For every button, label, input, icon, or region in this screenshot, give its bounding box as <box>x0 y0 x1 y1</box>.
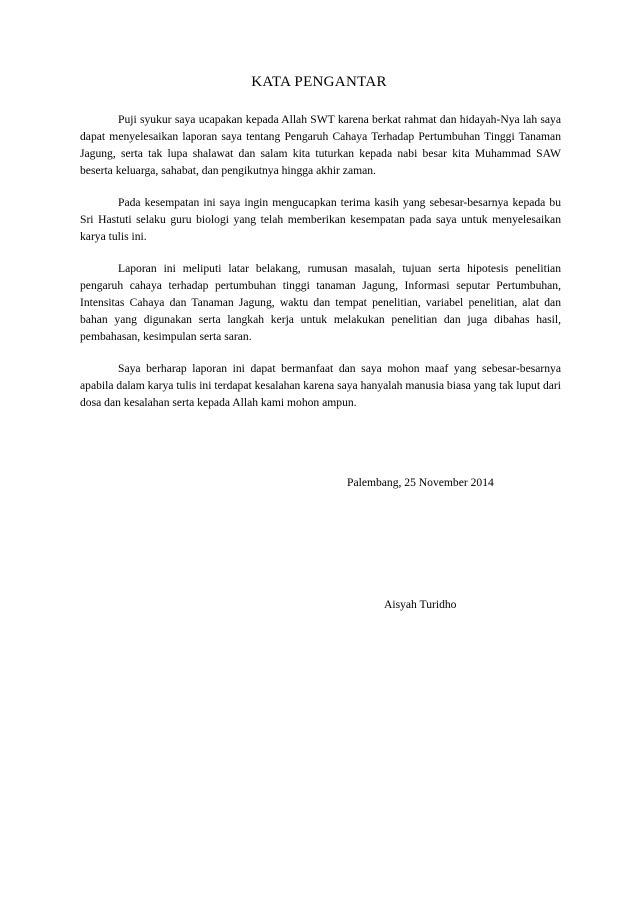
body-text <box>80 111 561 426</box>
paragraph-1: Puji syukur saya ucapakan kepada Allah SWT karena berkat rahmat dan hidayah-Nya lah saya dapat menyelesaikan laporan saya tentang Pengaruh Cahaya Terhadap Pertumbuhan Tinggi Tanaman Jagung, serta tak lupa shalawat dan salam kita tuturkan kepada nabi besar kita Muhammad SAW beserta keluarga, sahabat, dan pengikutnya hingga akhir zaman. <box>80 113 561 177</box>
signer-name: Aisyah Turidho <box>384 598 457 611</box>
place-date: Palembang, 25 November 2014 <box>347 476 494 489</box>
paragraph-2: Pada kesempatan ini saya ingin mengucapkan terima kasih yang sebesar-besarnya kepada bu Sri Hastuti selaku guru biologi yang telah memberikan kesempatan pada saya untuk menyelesaikan karya tulis ini. <box>80 196 561 243</box>
page-title: KATA PENGANTAR <box>251 74 387 90</box>
paragraph-4: Saya berharap laporan ini dapat bermanfaat dan saya mohon maaf yang sebesar-besarnya apabila dalam karya tulis ini terdapat kesalahan karena saya hanyalah manusia biasa yang tak luput dari dosa dan kesalahan serta kepada Allah kami mohon ampun. <box>80 362 561 409</box>
paragraph-3: Laporan ini meliputi latar belakang, rumusan masalah, tujuan serta hipotesis penelitian pengaruh cahaya terhadap pertumbuhan tinggi tanaman Jagung, Informasi seputar Pertumbuhan, Intensitas Cahaya dan Tanaman Jagung, waktu dan tempat penelitian, variabel penelitian, alat dan bahan yang digunakan serta langkah kerja untuk melakukan penelitian dan juga dibahas hasil, pembahasan, kesimpulan serta saran. <box>80 262 561 343</box>
